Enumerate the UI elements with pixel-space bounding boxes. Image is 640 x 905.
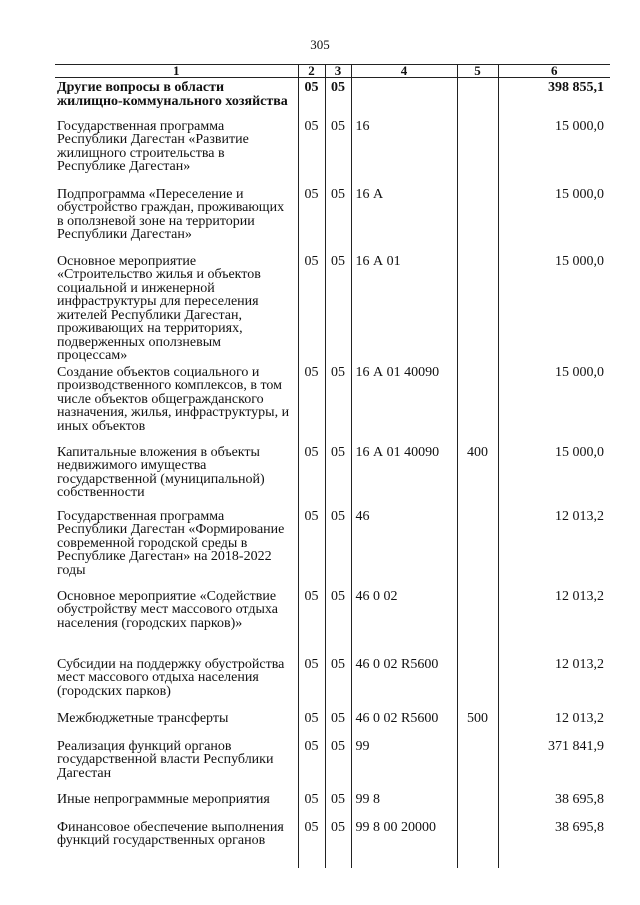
row-subsection-code: 05 xyxy=(325,78,351,117)
row-amount: 12 013,2 xyxy=(498,709,610,737)
row-amount: 38 695,8 xyxy=(498,818,610,868)
row-subsection-code: 05 xyxy=(325,443,351,507)
row-section-code: 05 xyxy=(298,78,325,117)
row-expense-type: 500 xyxy=(457,709,498,737)
budget-table xyxy=(55,64,610,868)
row-section-code: 05 xyxy=(298,363,325,443)
row-target-article: 16 А 01 40090 xyxy=(351,443,457,507)
row-expense-type xyxy=(457,818,498,868)
header-col-4: 4 xyxy=(351,65,457,78)
table-row xyxy=(55,655,610,709)
row-subsection-code: 05 xyxy=(325,818,351,868)
row-subsection-code: 05 xyxy=(325,185,351,252)
table-header-row xyxy=(55,65,610,78)
row-subsection-code: 05 xyxy=(325,790,351,818)
row-subsection-code: 05 xyxy=(325,709,351,737)
table-row xyxy=(55,737,610,790)
row-expense-type xyxy=(457,655,498,709)
row-expense-type xyxy=(457,78,498,117)
row-expense-type xyxy=(457,252,498,363)
table-row xyxy=(55,185,610,252)
row-description: Подпрограмма «Переселение и обустройство граждан, проживающих в оползневой зоне на территории Республики Дагестан» xyxy=(57,186,285,242)
row-section-code: 05 xyxy=(298,655,325,709)
row-amount: 12 013,2 xyxy=(498,507,610,587)
table-body xyxy=(55,78,610,868)
row-section-code: 05 xyxy=(298,790,325,818)
row-amount: 38 695,8 xyxy=(498,790,610,818)
row-section-code: 05 xyxy=(298,818,325,868)
table-row xyxy=(55,790,610,818)
table-row xyxy=(55,443,610,507)
row-expense-type xyxy=(457,587,498,655)
row-target-article: 16 А 01 40090 xyxy=(351,363,457,443)
row-target-article: 99 8 xyxy=(351,790,457,818)
row-description: Финансовое обеспечение выполнения функций государственных органов xyxy=(57,819,284,848)
table-row xyxy=(55,587,610,655)
row-subsection-code: 05 xyxy=(325,117,351,185)
row-amount: 15 000,0 xyxy=(498,117,610,185)
header-col-3: 3 xyxy=(325,65,351,78)
table-row xyxy=(55,507,610,587)
header-col-1: 1 xyxy=(55,65,298,78)
row-amount: 12 013,2 xyxy=(498,655,610,709)
row-target-article: 99 8 00 20000 xyxy=(351,818,457,868)
row-description: Государственная программа Республики Дагестан «Развитие жилищного строительства в Республике Дагестан» xyxy=(57,118,249,174)
row-section-code: 05 xyxy=(298,252,325,363)
row-description: Создание объектов социального и производственного комплексов, в том числе объектов общегражданского назначения, жилья, инфраструктуры, и иных объектов xyxy=(57,364,290,434)
row-target-article: 46 0 02 R5600 xyxy=(351,709,457,737)
row-expense-type xyxy=(457,117,498,185)
row-expense-type xyxy=(457,790,498,818)
row-section-code: 05 xyxy=(298,587,325,655)
table-row xyxy=(55,709,610,737)
row-target-article: 99 xyxy=(351,737,457,790)
row-amount: 15 000,0 xyxy=(498,252,610,363)
row-subsection-code: 05 xyxy=(325,252,351,363)
row-amount: 398 855,1 xyxy=(498,78,610,117)
header-col-2: 2 xyxy=(298,65,325,78)
row-expense-type xyxy=(457,185,498,252)
table-row xyxy=(55,252,610,363)
row-description: Межбюджетные трансферты xyxy=(57,710,229,726)
header-col-5: 5 xyxy=(457,65,498,78)
table-row xyxy=(55,818,610,868)
row-expense-type: 400 xyxy=(457,443,498,507)
row-subsection-code: 05 xyxy=(325,507,351,587)
row-amount: 15 000,0 xyxy=(498,185,610,252)
row-amount: 15 000,0 xyxy=(498,363,610,443)
row-section-code: 05 xyxy=(298,443,325,507)
row-amount: 15 000,0 xyxy=(498,443,610,507)
row-target-article: 16 xyxy=(351,117,457,185)
row-description: Капитальные вложения в объекты недвижимого имущества государственной (муниципальной) собственности xyxy=(57,444,265,500)
row-description: Другие вопросы в области жилищно-коммунального хозяйства xyxy=(57,80,288,109)
row-target-article: 16 А xyxy=(351,185,457,252)
row-target-article: 46 0 02 R5600 xyxy=(351,655,457,709)
row-description: Государственная программа Республики Дагестан «Формирование современной городской среды в Республике Дагестан» на 2018-2022 годы xyxy=(57,508,285,578)
row-description: Субсидии на поддержку обустройства мест массового отдыха населения (городских парков) xyxy=(57,656,285,699)
row-expense-type xyxy=(457,737,498,790)
row-amount: 12 013,2 xyxy=(498,587,610,655)
row-description: Основное мероприятие «Строительство жилья и объектов социальной и инженерной инфраструктуры для переселения жителей Республики Дагестан, проживающих на территориях, подверженных оползневым процессам» xyxy=(57,253,261,363)
row-section-code: 05 xyxy=(298,709,325,737)
row-description: Основное мероприятие «Содействие обустройству мест массового отдыха населения (городских парков)» xyxy=(57,588,278,631)
table-row xyxy=(55,363,610,443)
row-section-code: 05 xyxy=(298,117,325,185)
row-subsection-code: 05 xyxy=(325,363,351,443)
row-expense-type xyxy=(457,363,498,443)
row-section-code: 05 xyxy=(298,737,325,790)
row-section-code: 05 xyxy=(298,185,325,252)
header-col-6: 6 xyxy=(498,65,610,78)
table-row xyxy=(55,78,610,117)
row-target-article: 16 А 01 xyxy=(351,252,457,363)
row-description: Иные непрограммные мероприятия xyxy=(57,791,270,807)
row-target-article: 46 xyxy=(351,507,457,587)
row-target-article xyxy=(351,78,457,117)
row-expense-type xyxy=(457,507,498,587)
row-subsection-code: 05 xyxy=(325,587,351,655)
row-subsection-code: 05 xyxy=(325,655,351,709)
row-subsection-code: 05 xyxy=(325,737,351,790)
row-target-article: 46 0 02 xyxy=(351,587,457,655)
row-amount: 371 841,9 xyxy=(498,737,610,790)
table-row xyxy=(55,117,610,185)
row-section-code: 05 xyxy=(298,507,325,587)
row-description: Реализация функций органов государственной власти Республики Дагестан xyxy=(57,738,274,781)
page-number: 305 xyxy=(310,37,330,52)
